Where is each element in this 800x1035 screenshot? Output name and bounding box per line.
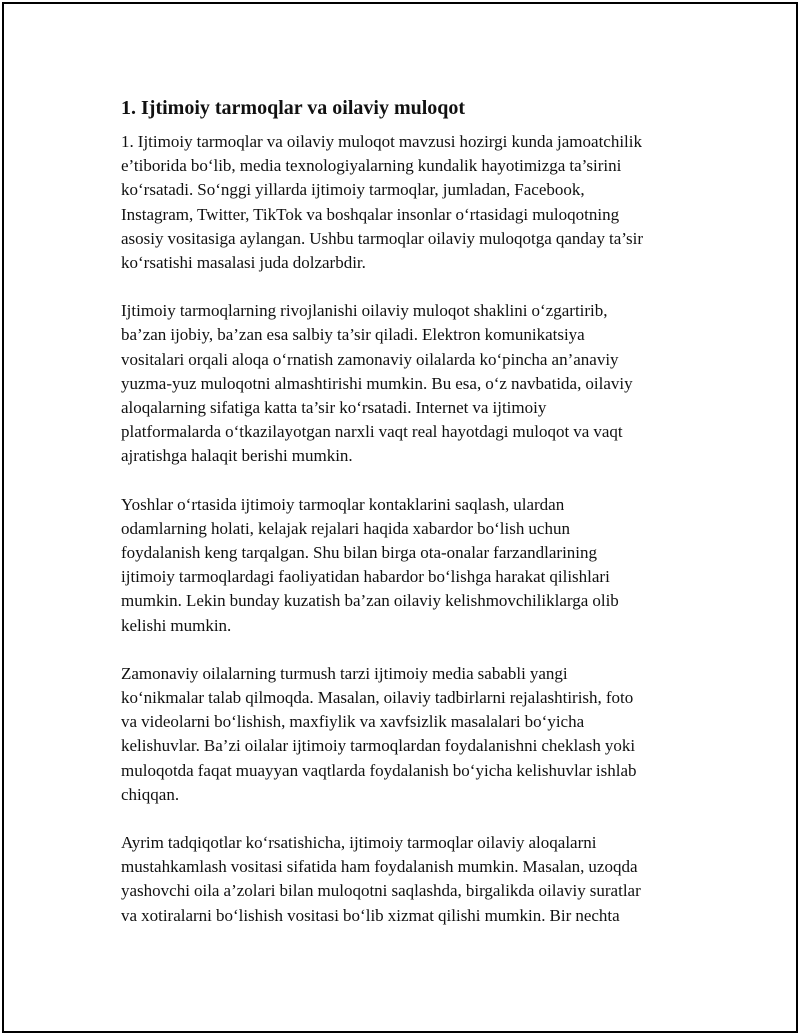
text-line: ko‘nikmalar talab qilmoqda. Masalan, oilaviy tadbirlarni rejalashtirish, foto xyxy=(121,688,634,708)
section-heading: 1. Ijtimoiy tarmoqlar va oilaviy muloqot xyxy=(121,97,466,119)
text-line: kelishi mumkin. xyxy=(121,615,232,635)
text-line: 1. Ijtimoiy tarmoqlar va oilaviy muloqot mavzusi hozirgi kunda jamoatchilik xyxy=(121,132,643,151)
paragraph-3 xyxy=(121,493,701,638)
text-line: mustahkamlash vositasi sifatida ham foydalanish mumkin. Masalan, uzoqda xyxy=(121,857,638,877)
text-line: yuzma-yuz muloqotni almashtirishi mumkin. Bu esa, o‘z navbatida, oilaviy xyxy=(121,373,633,393)
paragraph-5 xyxy=(121,831,701,928)
text-line: muloqotda faqat muayyan vaqtlarda foydalanish bo‘yicha kelishuvlar ishlab xyxy=(121,760,637,780)
text-line: foydalanish keng tarqalgan. Shu bilan birga ota-onalar farzandlarining xyxy=(121,543,598,563)
text-line: ko‘rsatadi. So‘nggi yillarda ijtimoiy tarmoqlar, jumladan, Facebook, xyxy=(121,180,585,200)
text-line: mumkin. Lekin bunday kuzatish ba’zan oilaviy kelishmovchiliklarga olib xyxy=(121,591,619,611)
text-line: platformalarda o‘tkazilayotgan narxli vaqt real hayotdagi muloqot va vaqt xyxy=(121,422,623,442)
text-line: Ayrim tadqiqotlar ko‘rsatishicha, ijtimoiy tarmoqlar oilaviy aloqalarni xyxy=(121,833,597,853)
text-line: ba’zan ijobiy, ba’zan esa salbiy ta’sir qiladi. Elektron komunikatsiya xyxy=(121,325,585,345)
text-line: Ijtimoiy tarmoqlarning rivojlanishi oilaviy muloqot shaklini o‘zgartirib, xyxy=(121,301,608,321)
paragraph-2 xyxy=(121,299,701,468)
text-line: chiqqan. xyxy=(121,784,180,804)
text-line: va videolarni bo‘lishish, maxfiylik va xavfsizlik masalalari bo‘yicha xyxy=(121,712,585,732)
text-line: e’tiborida bo‘lib, media texnologiyalarning kundalik hayotimizga ta’sirini xyxy=(121,156,622,176)
text-line: ijtimoiy tarmoqlardagi faoliyatidan habardor bo‘lishga harakat qilishlari xyxy=(121,567,610,587)
text-line: kelishuvlar. Ba’zi oilalar ijtimoiy tarmoqlardan foydalanishni cheklash yoki xyxy=(121,736,636,756)
text-line: aloqalarning sifatiga katta ta’sir ko‘rsatadi. Internet va ijtimoiy xyxy=(121,398,547,418)
text-line: ko‘rsatishi masalasi juda dolzarbdir. xyxy=(121,253,366,273)
text-line: Yoshlar o‘rtasida ijtimoiy tarmoqlar kontaklarini saqlash, ulardan xyxy=(121,494,565,514)
paragraph-4 xyxy=(121,662,701,807)
text-line: Zamonaviy oilalarning turmush tarzi ijtimoiy media sababli yangi xyxy=(121,663,568,683)
text-line: yashovchi oila a’zolari bilan muloqotni saqlashda, birgalikda oilaviy suratlar xyxy=(121,881,641,901)
text-line: va xotiralarni bo‘lishish vositasi bo‘lib xizmat qilishi mumkin. Bir nechta xyxy=(121,905,620,925)
document-body xyxy=(121,94,701,952)
text-line: vositalari orqali aloqa o‘rnatish zamonaviy oilalarda ko‘pincha an’anaviy xyxy=(121,349,619,369)
document-page xyxy=(2,2,798,1033)
text-line: Instagram, Twitter, TikTok va boshqalar insonlar o‘rtasidagi muloqotning xyxy=(121,204,620,224)
text-line: odamlarning holati, kelajak rejalari haqida xabardor bo‘lish uchun xyxy=(121,518,570,538)
text-line: ajratishga halaqit berishi mumkin. xyxy=(121,446,353,466)
paragraph-list xyxy=(121,130,701,928)
text-line: asosiy vositasiga aylangan. Ushbu tarmoqlar oilaviy muloqotga qanday ta’sir xyxy=(121,228,643,248)
paragraph-1 xyxy=(121,130,701,275)
